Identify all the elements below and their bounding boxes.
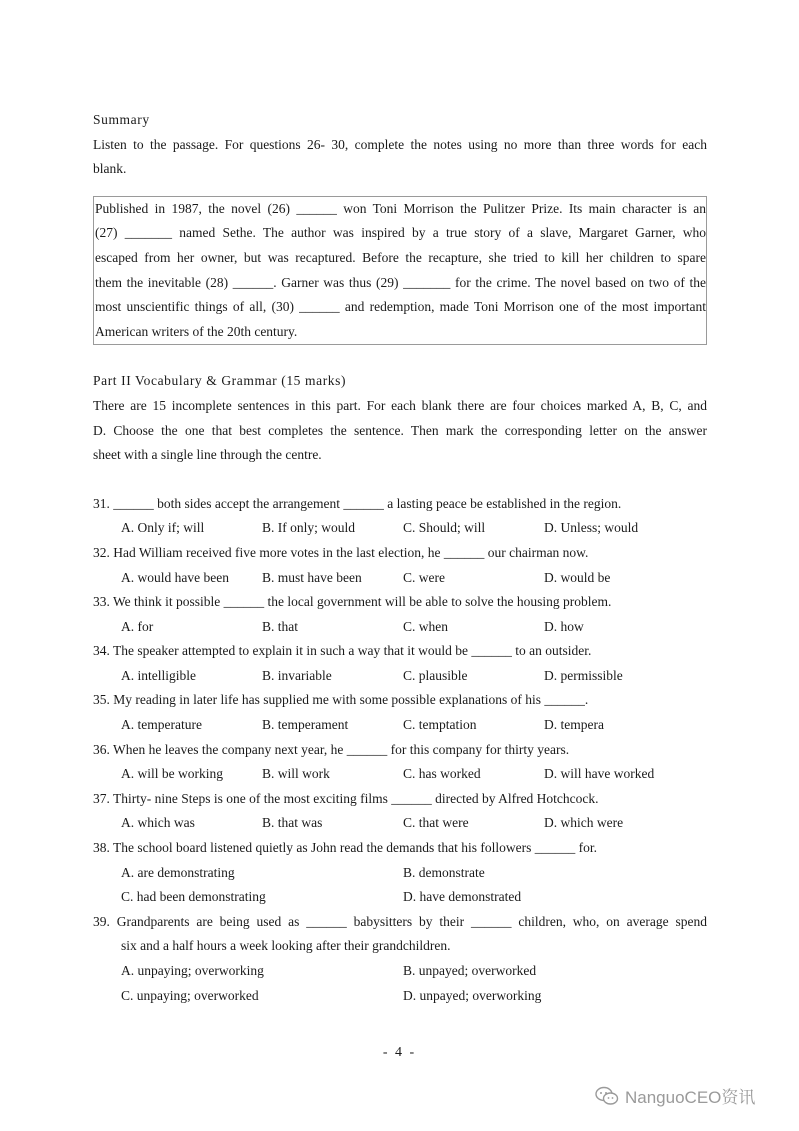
question-38: 38. The school board listened quietly as John read the demands that his followers ______ for. [93, 840, 598, 856]
options-37 [93, 811, 707, 836]
option-a: A. would have been [121, 569, 229, 585]
part2-heading: Part II Vocabulary & Grammar (15 marks) [93, 373, 347, 389]
option-c: C. has worked [403, 766, 481, 782]
option-b: B. that was [262, 815, 323, 831]
option-a: A. Only if; will [121, 520, 205, 536]
summary-line: escaped from her owner, but was recaptured. Before the recapture, she tried to kill her children to spare [95, 249, 706, 265]
option-d: D. have demonstrated [403, 889, 522, 905]
option-c: C. plausible [403, 667, 468, 683]
option-d: D. tempera [544, 717, 604, 733]
options-39 [93, 959, 707, 984]
option-b: B. will work [262, 766, 330, 782]
watermark-text: NanguoCEO资讯 [625, 1088, 756, 1107]
option-b: B. If only; would [262, 520, 355, 536]
summary-line: Published in 1987, the novel (26) ______ won Toni Morrison the Pulitzer Prize. Its main character is an [95, 200, 706, 216]
option-c: C. were [403, 569, 445, 585]
wechat-icon [595, 1086, 619, 1106]
options-39-row2 [93, 984, 707, 1009]
option-a: A. temperature [121, 717, 202, 733]
options-35 [93, 713, 707, 738]
question-35: 35. My reading in later life has supplied me with some possible explanations of his ______. [93, 692, 589, 708]
option-b: B. temperament [262, 717, 349, 733]
options-34 [93, 664, 707, 689]
question-31: 31. ______ both sides accept the arrangement ______ a lasting peace be established in the region. [93, 495, 622, 511]
summary-instruction-cont: blank. [93, 161, 127, 177]
watermark [595, 1083, 755, 1108]
option-c: C. had been demonstrating [121, 889, 266, 905]
question-37: 37. Thirty- nine Steps is one of the most exciting films ______ directed by Alfred Hotchcock. [93, 790, 599, 806]
option-b: B. invariable [262, 667, 332, 683]
option-c: C. that were [403, 815, 469, 831]
summary-heading: Summary [93, 112, 150, 127]
option-b: B. demonstrate [403, 864, 485, 880]
question-32: 32. Had William received five more votes in the last election, he ______ our chairman now. [93, 544, 589, 560]
summary-line: (27) _______ named Sethe. The author was inspired by a true story of a slave, Margaret Garner, who [95, 225, 706, 241]
option-c: C. when [403, 618, 448, 634]
part2-instruction: D. Choose the one that best completes the sentence. Then mark the corresponding letter on the answer [93, 422, 707, 438]
option-b: B. must have been [262, 569, 362, 585]
option-d: D. unpayed; overworking [403, 987, 542, 1003]
page-number: - 4 - [382, 1045, 417, 1060]
question-39-cont: six and a half hours a week looking after their grandchildren. [121, 938, 451, 954]
summary-instruction: Listen to the passage. For questions 26- 30, complete the notes using no more than three words for each [93, 136, 707, 152]
option-d: D. would be [544, 569, 611, 585]
options-38 [93, 861, 707, 886]
question-39: 39. Grandparents are being used as ______ babysitters by their ______ children, who, on average spend [93, 913, 707, 929]
options-33 [93, 615, 707, 640]
summary-line: most unscientific things of all, (30) ______ and redemption, made Toni Morrison one of the most important [95, 299, 706, 315]
option-a: A. are demonstrating [121, 864, 235, 880]
option-c: C. temptation [403, 717, 477, 733]
option-d: D. permissible [544, 667, 623, 683]
question-36: 36. When he leaves the company next year, he ______ for this company for thirty years. [93, 741, 570, 757]
summary-box [93, 196, 707, 346]
option-a: A. which was [121, 815, 195, 831]
option-b: B. unpayed; overworked [403, 963, 537, 978]
option-d: D. will have worked [544, 766, 655, 782]
question-34: 34. The speaker attempted to explain it in such a way that it would be ______ to an outsider. [93, 643, 592, 659]
option-c: C. Should; will [403, 520, 486, 536]
part2-instruction: sheet with a single line through the centre. [93, 447, 322, 463]
options-32 [93, 566, 707, 591]
exam-page [93, 108, 707, 1008]
option-b: B. that [262, 618, 298, 634]
option-d: D. how [544, 618, 584, 634]
options-36 [93, 762, 707, 787]
options-38-row2 [93, 885, 707, 910]
option-d: D. Unless; would [544, 520, 639, 536]
option-a: A. unpaying; overworking [121, 963, 264, 978]
option-a: A. will be working [121, 766, 223, 782]
summary-line: American writers of the 20th century. [95, 323, 298, 339]
summary-line: them the inevitable (28) ______. Garner was thus (29) _______ for the crime. The novel based on two of the [95, 274, 706, 290]
option-a: A. for [121, 618, 154, 634]
option-c: C. unpaying; overworked [121, 987, 259, 1003]
option-a: A. intelligible [121, 667, 196, 683]
option-d: D. which were [544, 815, 624, 831]
question-33: 33. We think it possible ______ the local government will be able to solve the housing problem. [93, 594, 612, 610]
options-31 [93, 516, 707, 541]
part2-instruction: There are 15 incomplete sentences in this part. For each blank there are four choices marked A, B, C, and [93, 397, 707, 413]
